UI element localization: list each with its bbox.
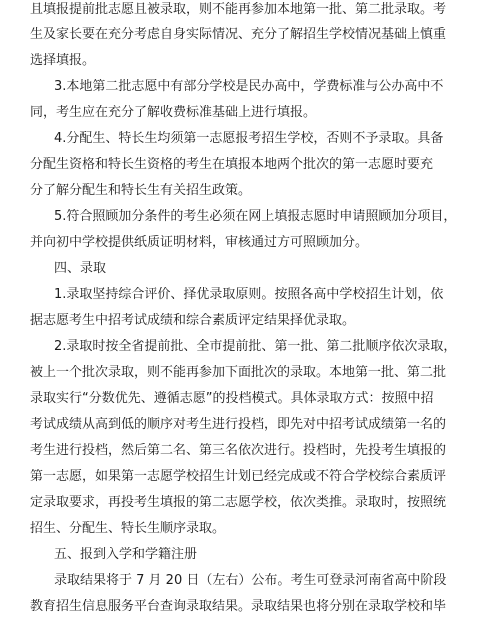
text-line: 录取实行“分数优先、遵循志愿”的投档模式。具体录取方式：按照中招 bbox=[30, 391, 434, 406]
text-line: 生及家长要在充分考虑自身实际情况、充分了解招生学校情况基础上慎重 bbox=[30, 27, 447, 42]
text-line: 教育招生信息服务平台查询录取结果。录取结果也将分别在录取学校和毕 bbox=[30, 599, 447, 614]
text-line: 4.分配生、特长生均须第一志愿报考招生学校，否则不予录取。具备 bbox=[54, 131, 444, 146]
text-line: 2.录取时按全省提前批、全市提前批、第一批、第二批顺序依次录取， bbox=[54, 339, 457, 354]
text-line: 考试成绩从高到低的顺序对考生进行投档，即先对中招考试成绩第一名的 bbox=[30, 417, 447, 432]
text-line: 考生进行投档，然后第二名、第三名依次进行。投档时，先投考生填报的 bbox=[30, 443, 447, 458]
text-line: 1.录取坚持综合评价、择优录取原则。按照各高中学校招生计划，依 bbox=[54, 287, 444, 302]
text-line: 定录取要求，再投考生填报的第二志愿学校，依次类推。录取时，按照统 bbox=[30, 495, 447, 510]
text-line: 选择填报。 bbox=[30, 53, 96, 68]
text-line: 招生、分配生、特长生顺序录取。 bbox=[30, 521, 226, 536]
text-line: 且填报提前批志愿且被录取，则不能再参加本地第一批、第二批录取。考 bbox=[30, 2, 447, 17]
text-line: 录取结果将于 7 月 20 日（左右）公布。考生可登录河南省高中阶段 bbox=[54, 573, 447, 588]
text-line: 3.本地第二批志愿中有部分学校是民办高中，学费标准与公办高中不 bbox=[54, 79, 444, 94]
text-line: 并向初中学校提供纸质证明材料，审核通过方可照顾加分。 bbox=[30, 235, 369, 250]
text-line: 同，考生应在充分了解收费标准基础上进行填报。 bbox=[30, 105, 317, 120]
text-line: 被上一个批次录取，则不能再参加下面批次的录取。本地第一批、第二批 bbox=[30, 365, 447, 380]
text-line: 第一志愿，如果第一志愿学校招生计划已经完成或不符合学校综合素质评 bbox=[30, 469, 447, 484]
section-heading: 四、录取 bbox=[54, 261, 107, 276]
text-line: 分配生资格和特长生资格的考生在填报本地两个批次的第一志愿时要充 bbox=[30, 157, 434, 172]
text-line: 据志愿考生中招考试成绩和综合素质评定结果择优录取。 bbox=[30, 313, 356, 328]
text-line: 5.符合照顾加分条件的考生必须在网上填报志愿时申请照顾加分项目， bbox=[54, 209, 457, 224]
text-line: 分了解分配生和特长生有关招生政策。 bbox=[30, 183, 252, 198]
section-heading: 五、报到入学和学籍注册 bbox=[54, 547, 198, 562]
